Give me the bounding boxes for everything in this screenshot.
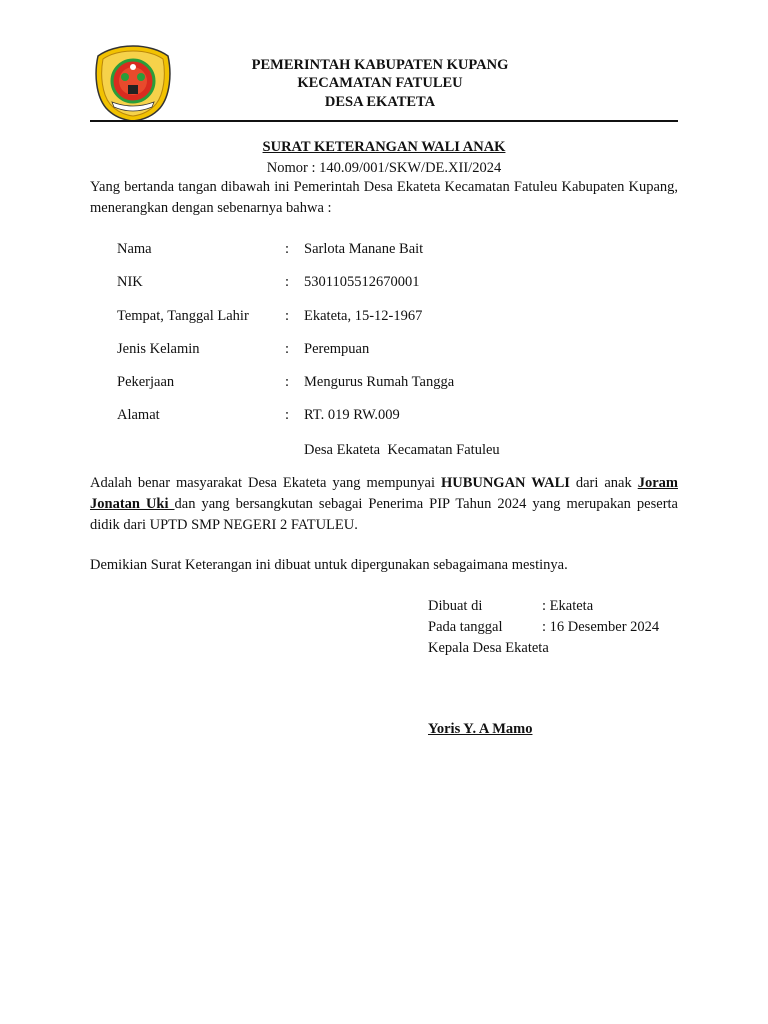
date-value: : 16 Desember 2024 bbox=[542, 619, 660, 635]
signature-date bbox=[428, 618, 659, 636]
body-text-2: dari anak bbox=[569, 475, 638, 491]
field-colon: : bbox=[285, 308, 290, 324]
field-label: Alamat bbox=[117, 407, 160, 423]
field-colon: : bbox=[285, 374, 290, 390]
signer-name: Yoris Y. A Mamo bbox=[428, 721, 533, 737]
intro-paragraph: Yang bertanda tangan dibawah ini Pemerintah Desa Ekateta Kecamatan Fatuleu Kabupaten Kupang, menerangkan dengan sebenarnya bahwa : bbox=[90, 179, 678, 216]
field-value: Ekateta, 15-12-1967 bbox=[304, 308, 423, 324]
document-number: Nomor : 140.09/001/SKW/DE.XII/2024 bbox=[266, 160, 502, 176]
body-paragraph bbox=[90, 473, 678, 536]
field-value: RT. 019 RW.009 bbox=[304, 407, 400, 423]
letterhead-line-1: PEMERINTAH KABUPATEN KUPANG bbox=[251, 57, 509, 73]
field-colon: : bbox=[285, 274, 290, 290]
letterhead-line-3: DESA EKATETA bbox=[324, 94, 436, 110]
field-label: Tempat, Tanggal Lahir bbox=[117, 308, 249, 324]
child-name: Joram Jonatan Uki bbox=[90, 475, 678, 512]
date-label: Pada tanggal bbox=[428, 619, 503, 635]
field-value: Perempuan bbox=[304, 341, 370, 357]
field-colon: : bbox=[285, 241, 290, 257]
document-title: SURAT KETERANGAN WALI ANAK bbox=[262, 139, 506, 155]
field-label: Pekerjaan bbox=[117, 374, 175, 390]
place-value: : Ekateta bbox=[542, 598, 594, 614]
body-text-1: Adalah benar masyarakat Desa Ekateta yang mempunyai bbox=[90, 475, 441, 491]
field-label: NIK bbox=[117, 274, 143, 290]
field-value: 5301105512670001 bbox=[304, 274, 420, 290]
field-label: Jenis Kelamin bbox=[117, 341, 200, 357]
field-value: Sarlota Manane Bait bbox=[304, 241, 424, 257]
place-label: Dibuat di bbox=[428, 598, 483, 614]
field-value: Mengurus Rumah Tangga bbox=[304, 374, 455, 390]
closing-paragraph: Demikian Surat Keterangan ini dibuat untuk dipergunakan sebagaimana mestinya. bbox=[90, 557, 568, 573]
letterhead-line-2: KECAMATAN FATULEU bbox=[297, 75, 463, 91]
signature-place bbox=[428, 597, 593, 615]
letterhead-divider bbox=[90, 120, 678, 122]
signer-position: Kepala Desa Ekateta bbox=[428, 640, 549, 656]
regency-crest-icon bbox=[92, 44, 174, 122]
field-label: Nama bbox=[117, 241, 152, 257]
address-line-2: Desa Ekateta Kecamatan Fatuleu bbox=[304, 442, 500, 458]
field-colon: : bbox=[285, 407, 290, 423]
relationship-emphasis: HUBUNGAN WALI bbox=[440, 475, 570, 491]
field-colon: : bbox=[285, 341, 290, 357]
body-text-3: dan yang bersangkutan sebagai Penerima PIP Tahun 2024 yang merupakan peserta didik dari UPTD SMP NEGERI 2 FATULEU. bbox=[90, 496, 678, 533]
